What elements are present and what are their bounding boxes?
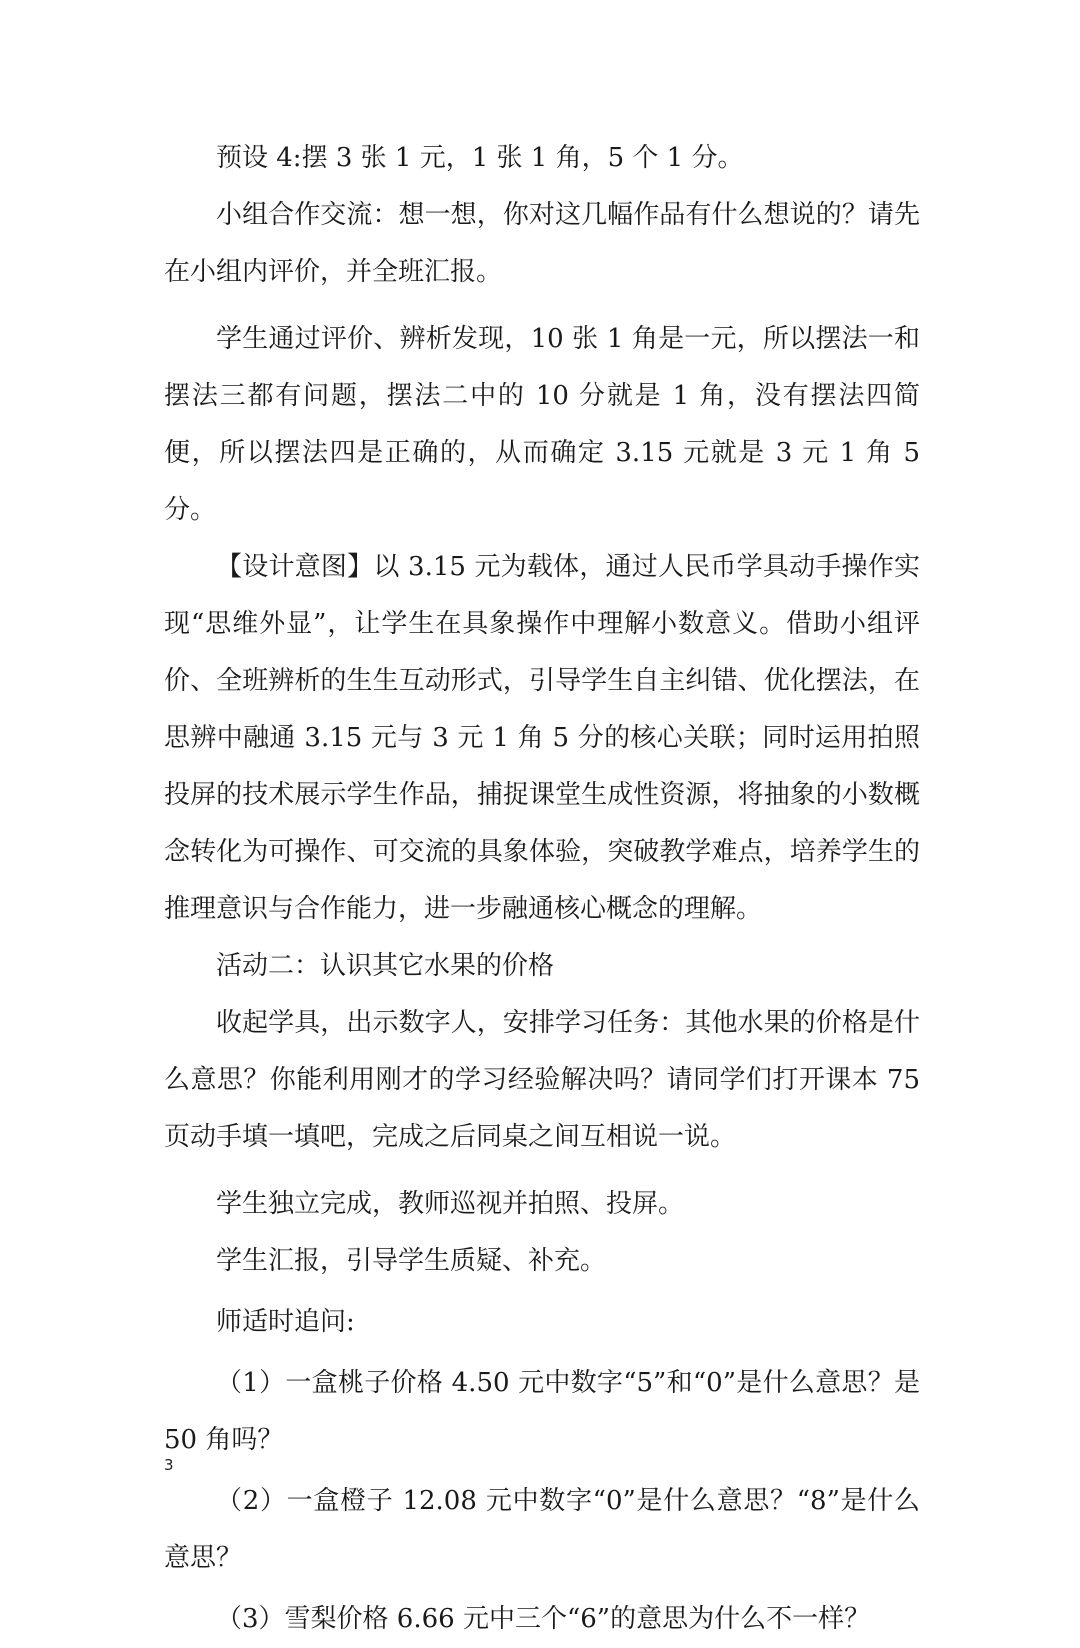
- paragraph-group-discussion: 小组合作交流：想一想，你对这几幅作品有什么想说的？请先在小组内评价，并全班汇报。: [164, 200, 920, 287]
- question-1: （1）一盒桃子价格 4.50 元中数字“5”和“0”是什么意思？是50 角吗？: [164, 1368, 920, 1455]
- paragraph-design-intent: 【设计意图】以 3.15 元为载体，通过人民币学具动手操作实现“思维外显”，让学生在具象操作中理解小数意义。借助小组评价、全班辨析的生生互动形式，引导学生自主纠错、优化摆法，在思辨中融通 3.15 元与 3 元 1 角 5 分的核心关联；同时运用拍照投屏的技术展示学生作品，捕捉课堂生成性资源，将抽象的小数概念转化为可操作、可交流的具象体验，突破教学难点，培养学生的推理意识与合作能力，进一步融通核心概念的理解。: [164, 552, 920, 924]
- question-2: （2）一盒橙子 12.08 元中数字“0”是什么意思？“8”是什么意思？: [164, 1486, 920, 1573]
- paragraph-independent-work: 学生独立完成，教师巡视并拍照、投屏。: [216, 1189, 685, 1219]
- paragraph-student-analysis: 学生通过评价、辨析发现，10 张 1 角是一元，所以摆法一和摆法三都有问题，摆法二中的 10 分就是 1 角，没有摆法四简便，所以摆法四是正确的，从而确定 3.15 元就是 3 元 1 角 5 分。: [164, 324, 920, 525]
- paragraph-student-report: 学生汇报，引导学生质疑、补充。: [216, 1246, 607, 1276]
- page-number: 3: [164, 1456, 174, 1474]
- paragraph-teacher-follow-up: 师适时追问:: [216, 1307, 355, 1337]
- document-body: [164, 130, 920, 1648]
- paragraph-learning-task: 收起学具，出示数字人，安排学习任务：其他水果的价格是什么意思？你能利用刚才的学习经验解决吗？请同学们打开课本 75 页动手填一填吧，完成之后同桌之间互相说一说。: [164, 1008, 920, 1152]
- paragraph-preset-4: 预设 4:摆 3 张 1 元，1 张 1 角，5 个 1 分。: [216, 143, 744, 173]
- question-3: （3）雪梨价格 6.66 元中三个“6”的意思为什么不一样？: [216, 1604, 871, 1634]
- paragraph-activity-two-heading: 活动二：认识其它水果的价格: [216, 951, 555, 981]
